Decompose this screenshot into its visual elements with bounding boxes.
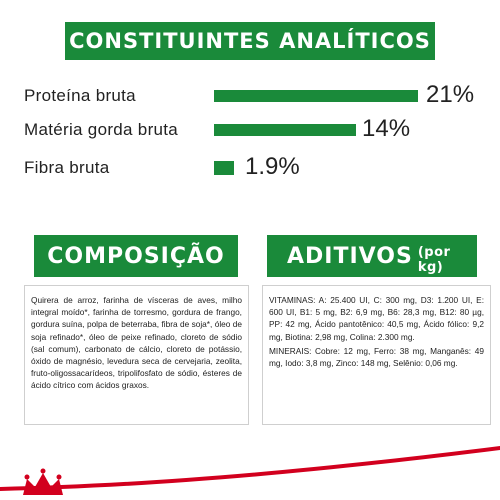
bar-proteina bbox=[214, 90, 418, 102]
composicao-text: Quirera de arroz, farinha de vísceras de aves, milho integral moído*, farinha de torresmo, gordura de frango, gordura suína, polpa de beterraba, fibra de soja*, óleo de soja refinado*, óleo de peixe refinado, cloreto de sódio (sal comum), carbonato de cálcio, cloreto de potássio, óxido de magnésio, levedura seca de cervejaria, zeolita, fruto-oligossacarídeos, tripolifosfato de sódio, ésteres de ácido cítrico com ácidos graxos. bbox=[31, 295, 242, 391]
row-label-fibra: Fibra bruta bbox=[24, 158, 110, 177]
value-fibra: 1.9% bbox=[245, 153, 300, 180]
composicao-box bbox=[24, 285, 249, 425]
value-proteina: 21% bbox=[426, 81, 475, 108]
row-label-proteina: Proteína bruta bbox=[24, 86, 136, 105]
aditivos-subtitle: (por kg) bbox=[417, 244, 451, 275]
bar-fibra bbox=[214, 161, 234, 175]
constituintes-title: CONSTITUINTES ANALÍTICOS bbox=[65, 22, 435, 60]
row-label-materia-gorda: Matéria gorda bruta bbox=[24, 120, 179, 139]
aditivos-header bbox=[267, 235, 477, 277]
aditivos-title: ADITIVOS bbox=[287, 243, 413, 269]
crown-icon bbox=[19, 467, 67, 499]
aditivos-box bbox=[262, 285, 491, 425]
value-materia-gorda: 14% bbox=[362, 115, 411, 142]
brand-wave-stripe bbox=[0, 446, 500, 491]
aditivos-minerais: MINERAIS: Cobre: 12 mg, Ferro: 38 mg, Manganês: 49 mg, Iodo: 3,8 mg, Zinco: 148 mg, Selênio: 0,06 mg. bbox=[269, 345, 484, 369]
brand-wave bbox=[0, 440, 500, 500]
aditivos-vitaminas: VITAMINAS: A: 25.400 UI, C: 300 mg, D3: 1.200 UI, E: 600 UI, B1: 5 mg, B2: 6,9 mg, B6: 28,3 mg, B12: 80 µg, PP: 42 mg, Ácido pantotênico: 40,5 mg, Ácido fólico: 9,2 mg, Biotina: 2,98 mg, Colina: 2.300 mg. bbox=[269, 295, 484, 342]
composicao-title: COMPOSIÇÃO bbox=[34, 235, 238, 277]
bar-materia-gorda bbox=[214, 124, 356, 136]
